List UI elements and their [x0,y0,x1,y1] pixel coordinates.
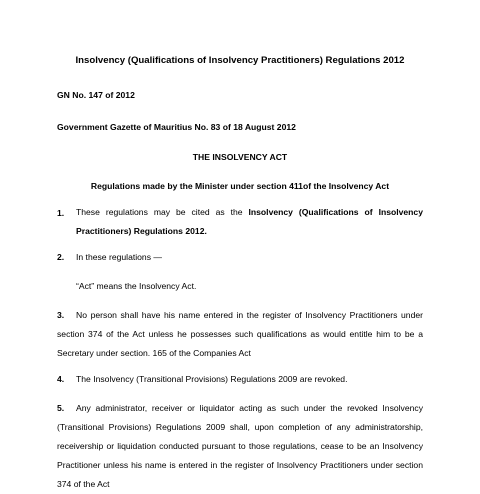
section-number: 5. [57,403,65,413]
section-1-text-plain: These regulations may be cited as the [76,207,249,217]
enacting-formula: Regulations made by the Minister under section 411of the Insolvency Act [90,181,390,191]
section-4-text: The Insolvency (Transitional Provisions) Regulations 2009 are revoked. [76,374,348,384]
gn-number: GN No. 147 of 2012 [57,90,135,100]
section-number: 3. [57,310,65,320]
section-3-text: No person shall have his name entered in the register of Insolvency Practitioners under section 374 of the Act unless he possesses such qualifications as would entitle him to be a Secretary under section. 165 of the Companies Act [57,310,423,358]
section-5-text: Any administrator, receiver or liquidator acting as such under the revoked Insolvency (Transitional Provisions) Regulations 2009 shall, upon completion of any administratorship, receivership or liquidation conducted pursuant to those regulations, cease to be an Insolvency Practitioner unless his name is entered in the register of Insolvency Practitioners under section 374 of the Act [57,403,423,489]
section-1-citation-title: Insolvency (Qualifications of Insolvency Practitioners) Regulations 2012. [76,207,423,236]
gazette-reference: Government Gazette of Mauritius No. 83 of 18 August 2012 [57,122,296,132]
section-2-text: In these regulations — [76,252,162,262]
definition-act: “Act” means the Insolvency Act. [76,281,197,291]
act-heading: THE INSOLVENCY ACT [192,152,288,162]
section-number: 1. [57,208,65,218]
section-number: 2. [57,252,65,262]
section-number: 4. [57,374,65,384]
document-title: Insolvency (Qualifications of Insolvency Practitioners) Regulations 2012 [75,55,405,66]
section-1-text [76,203,423,241]
